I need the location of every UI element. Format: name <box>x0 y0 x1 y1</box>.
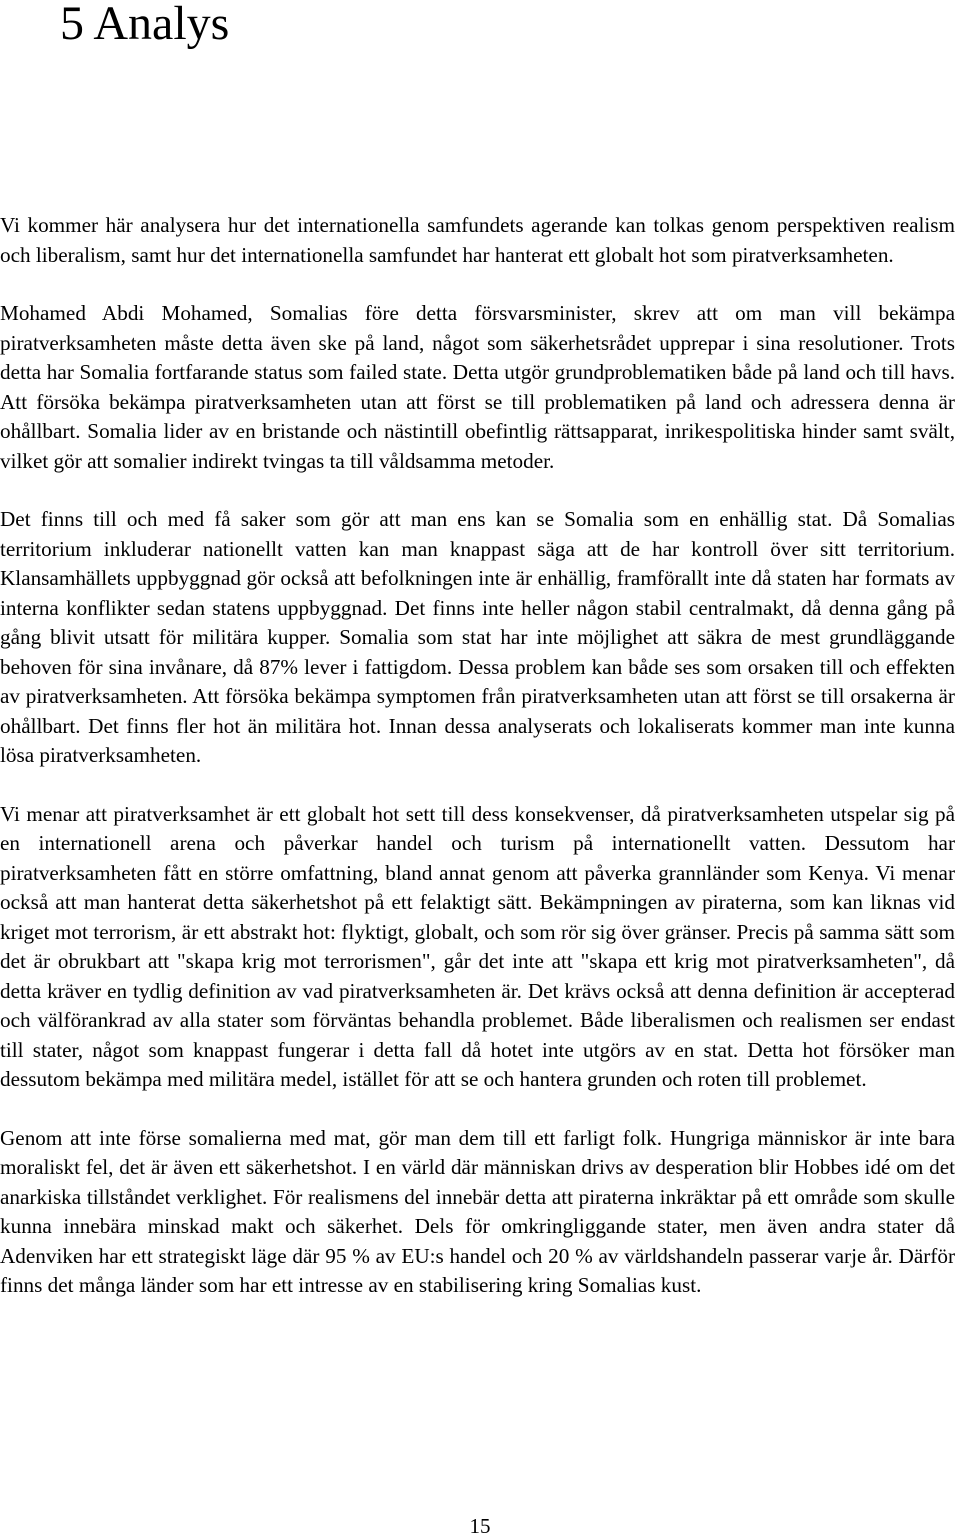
page-number: 15 <box>469 1514 491 1538</box>
body-text <box>0 211 955 1330</box>
paragraph-mohamed: Mohamed Abdi Mohamed, Somalias före detta försvarsminister, skrev att om man vill bekämpa piratverksamheten måste detta även ske på land, något som säkerhetsrådet upprepar i sina resolutioner. Trots detta har Somalia fortfarande status som failed state. Detta utgör grundproblematiken både på land och till havs. Att försöka bekämpa piratverksamheten utan att först se till problematiken på land och adressera denna är ohållbart. Somalia lider av en bristande och nästintill obefintlig rättsapparat, inrikespolitiska hinder samt svält, vilket gör att somalier indirekt tvingas ta till våldsamma metoder. <box>0 301 955 473</box>
paragraph-globalt-hot: Vi menar att piratverksamhet är ett globalt hot sett till dess konsekvenser, då piratverksamheten utspelar sig på en internationell arena och påverkar handel och turism på internationellt vatten. Dessutom har piratverksamheten fått en större omfattning, bland annat genom att påverka grannländer som Kenya. Vi menar också att man hanterat detta säkerhetshot på ett felaktigt sätt. Bekämpningen av piraterna, som kan liknas vid kriget mot terrorism, är ett abstrakt hot: flyktigt, globalt, och som rör sig över gränser. Precis på samma sätt som det är obrukbart att "skapa krig mot terrorismen", går det inte att "skapa ett krig mot piratverksamheten", då detta kräver en tydlig definition av vad piratverksamheten är. Det krävs också att denna definition är accepterad och välförankrad av alla stater som förväntas behandla problemet. Både liberalismen och realismen ser endast till stater, något som knappast fungerar i detta fall då hotet inte utgörs av en stat. Detta hot försöker man dessutom bekämpa med militära medel, istället för att se och hantera grunden och roten till problemet. <box>0 801 955 1091</box>
paragraph-stat: Det finns till och med få saker som gör att man ens kan se Somalia som en enhällig stat. Då Somalias territorium inkluderar nationellt vatten kan man knappast säga att de har kontroll över sitt territorium. Klansamhällets uppbyggnad gör också att befolkningen inte är enhällig, framförallt inte då staten har formats av interna konflikter sedan statens uppbyggnad. Det finns inte heller någon stabil centralmakt, då denna gång på gång blivit utsatt för militära kupper. Somalia som stat har inte möjlighet att säkra de mest grundläggande behoven för sina invånare, då 87% lever i fattigdom. Dessa problem kan både ses som orsaken till och effekten av piratverksamheten. Att försöka bekämpa symptomen från piratverksamheten utan att först se till orsakerna är ohållbart. Det finns fler hot än militära hot. Innan dessa analyserats och lokaliserats kommer man inte kunna lösa piratverksamheten. <box>0 507 955 767</box>
paragraph-intro: Vi kommer här analysera hur det internationella samfundets agerande kan tolkas genom perspektiven realism och liberalism, samt hur det internationella samfundet har hanterat ett globalt hot som piratverksamheten. <box>0 213 955 267</box>
paragraph-realism: Genom att inte förse somalierna med mat, gör man dem till ett farligt folk. Hungriga människor är inte bara moraliskt fel, det är även ett säkerhetshot. I en värld där människan drivs av desperation blir Hobbes idé om det anarkiska tillståndet verklighet. För realismens del innebär detta att piraterna inkräktar på ett område som skulle kunna innebära minskad makt och säkerhet. Dels för omkringliggande stater, men även andra stater då Adenviken har ett strategiskt läge där 95 % av EU:s handel och 20 % av världshandeln passerar varje år. Därför finns det många länder som har ett intresse av en stabilisering kring Somalias kust. <box>0 1125 955 1297</box>
chapter-heading: 5 Analys <box>60 0 230 50</box>
